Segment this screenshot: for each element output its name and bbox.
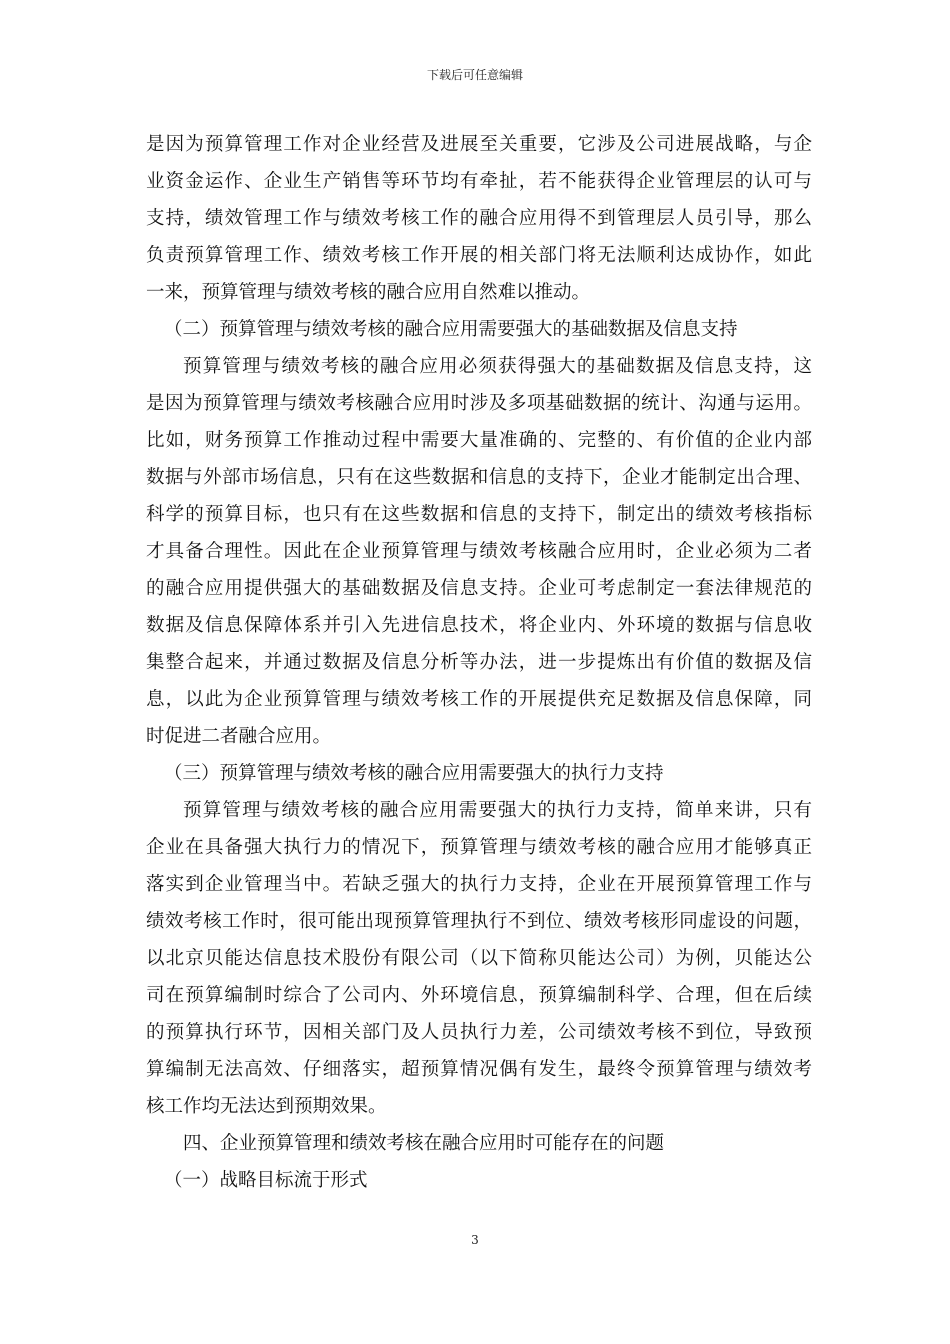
text-line: 负责预算管理工作、绩效考核工作开展的相关部门将无法顺利达成协作，如此 [146,245,812,266]
text-line: 比如，财务预算工作推动过程中需要大量准确的、完整的、有价值的企业内部 [146,430,812,451]
text-line: 绩效考核工作时，很可能出现预算管理执行不到位、绩效考核形同虚设的问题， [146,911,812,932]
text-line: 算编制无法高效、仔细落实，超预算情况偶有发生，最终令预算管理与绩效考 [146,1059,812,1080]
text-line: 才具备合理性。因此在企业预算管理与绩效考核融合应用时，企业必须为二者 [146,541,812,562]
text-line: 企业在具备强大执行力的情况下，预算管理与绩效考核的融合应用才能够真正 [146,837,812,858]
section-heading: （二）预算管理与绩效考核的融合应用需要强大的基础数据及信息支持 [164,319,738,340]
text-line: 息，以此为企业预算管理与绩效考核工作的开展提供充足数据及信息保障，同 [146,689,812,710]
document-body [146,126,812,1199]
text-line: 司在预算编制时综合了公司内、外环境信息，预算编制科学、合理，但在后续 [146,985,812,1006]
text-line: 是因为预算管理工作对企业经营及进展至关重要，它涉及公司进展战略，与企 [146,134,812,155]
section-heading: （三）预算管理与绩效考核的融合应用需要强大的执行力支持 [164,763,664,784]
text-line: 核工作均无法达到预期效果。 [146,1096,387,1117]
section-heading: 四、企业预算管理和绩效考核在融合应用时可能存在的问题 [183,1133,665,1154]
text-line: 的预算执行环节，因相关部门及人员执行力差，公司绩效考核不到位，导致预 [146,1022,812,1043]
text-line: 落实到企业管理当中。若缺乏强大的执行力支持，企业在开展预算管理工作与 [146,874,812,895]
text-line: 数据及信息保障体系并引入先进信息技术，将企业内、外环境的数据与信息收 [146,615,812,636]
text-line: 集整合起来，并通过数据及信息分析等办法，进一步提炼出有价值的数据及信 [146,652,812,673]
text-line: 的融合应用提供强大的基础数据及信息支持。企业可考虑制定一套法律规范的 [146,578,812,599]
text-line: 预算管理与绩效考核的融合应用必须获得强大的基础数据及信息支持，这 [183,356,812,377]
text-line: 支持，绩效管理工作与绩效考核工作的融合应用得不到管理层人员引导，那么 [146,208,812,229]
page-number: 3 [471,1233,479,1247]
page-header: 下载后可任意编辑 [426,68,523,82]
text-line: 一来，预算管理与绩效考核的融合应用自然难以推动。 [146,282,591,303]
text-line: 预算管理与绩效考核的融合应用需要强大的执行力支持，简单来讲，只有 [183,800,812,821]
text-line: 是因为预算管理与绩效考核融合应用时涉及多项基础数据的统计、沟通与运用。 [146,393,812,414]
section-heading: （一）战略目标流于形式 [164,1170,368,1191]
text-line: 业资金运作、企业生产销售等环节均有牵扯，若不能获得企业管理层的认可与 [146,171,812,192]
text-line: 时促进二者融合应用。 [146,726,332,747]
text-line: 科学的预算目标，也只有在这些数据和信息的支持下，制定出的绩效考核指标 [146,504,812,525]
text-line: 以北京贝能达信息技术股份有限公司（以下简称贝能达公司）为例，贝能达公 [146,948,812,969]
text-line: 数据与外部市场信息，只有在这些数据和信息的支持下，企业才能制定出合理、 [146,467,812,488]
